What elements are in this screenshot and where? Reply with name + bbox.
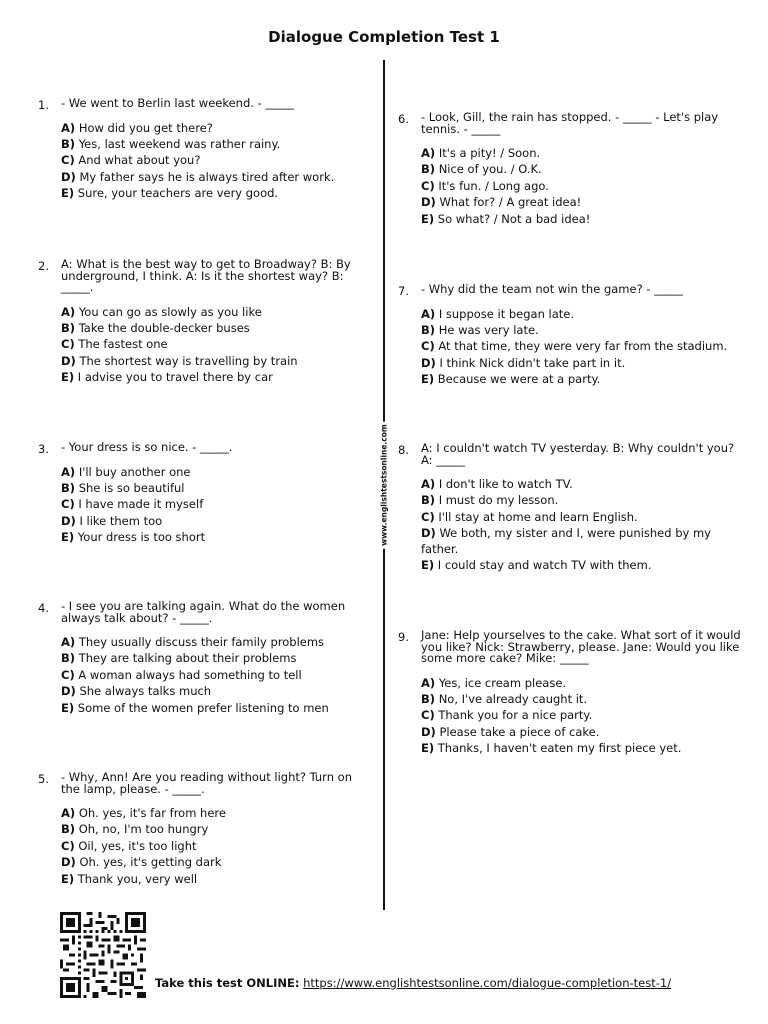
option-text: Oil, yes, it's too light	[78, 838, 197, 853]
option-text: I'll buy another one	[78, 464, 191, 479]
option-text: Take the double-decker buses	[78, 320, 250, 335]
question-3	[38, 440, 361, 545]
option-b[interactable]	[421, 322, 741, 338]
option-e[interactable]	[61, 369, 361, 385]
option-letter: D)	[421, 355, 436, 370]
option-text: The fastest one	[78, 337, 168, 352]
option-text: The shortest way is travelling by train	[79, 353, 298, 368]
question-text: - Look, Gill, the rain has stopped. - _____ - Let's play tennis. - _____	[421, 110, 719, 136]
option-text: Because we were at a party.	[437, 372, 601, 387]
option-e[interactable]	[421, 740, 741, 756]
option-letter: A)	[61, 120, 76, 135]
option-letter: D)	[61, 353, 76, 368]
option-b[interactable]	[61, 821, 361, 837]
option-e[interactable]	[421, 557, 741, 573]
question-8	[398, 441, 741, 574]
option-text: Some of the women prefer listening to men	[77, 700, 329, 715]
option-letter: A)	[421, 477, 436, 491]
option-text: Oh. yes, it's far from here	[78, 806, 226, 820]
option-text: At that time, they were very far from the stadium.	[438, 339, 728, 354]
option-d[interactable]	[421, 724, 741, 740]
options-list	[421, 145, 741, 227]
option-text: A woman always had something to tell	[78, 667, 302, 682]
option-b[interactable]	[421, 691, 741, 707]
option-d[interactable]	[61, 854, 361, 870]
question-text: - I see you are talking again. What do the women always talk about? - _____.	[61, 599, 346, 625]
option-e[interactable]	[421, 371, 741, 387]
option-letter: D)	[61, 684, 76, 699]
option-letter: D)	[421, 526, 436, 541]
options-list	[421, 476, 741, 574]
option-d[interactable]	[421, 355, 741, 371]
option-d[interactable]	[61, 353, 361, 369]
question-number: 1.	[38, 98, 49, 112]
option-text: And what about you?	[78, 153, 201, 168]
option-letter: B)	[61, 136, 76, 151]
option-letter: B)	[61, 822, 76, 837]
option-text: My father says he is always tired after work.	[79, 169, 335, 184]
option-c[interactable]	[61, 667, 361, 683]
question-number: 2.	[38, 259, 49, 273]
option-letter: C)	[61, 667, 75, 682]
footer	[58, 912, 748, 1002]
option-text: I don't like to watch TV.	[438, 477, 573, 491]
option-text: Thank you for a nice party.	[438, 708, 593, 723]
option-b[interactable]	[61, 320, 361, 336]
option-c[interactable]	[61, 152, 361, 168]
option-c[interactable]	[61, 838, 361, 854]
options-list	[61, 304, 361, 386]
option-letter: B)	[421, 691, 436, 706]
question-7	[398, 282, 741, 387]
option-text: Yes, ice cream please.	[438, 675, 567, 690]
option-letter: A)	[61, 635, 76, 649]
option-letter: E)	[61, 186, 75, 201]
question-text: - We went to Berlin last weekend. - _____	[61, 96, 295, 110]
option-letter: D)	[421, 724, 436, 739]
option-letter: A)	[61, 304, 76, 319]
option-letter: B)	[421, 322, 436, 337]
option-letter: D)	[61, 855, 76, 870]
option-text: How did you get there?	[78, 120, 213, 135]
question-text: A: I couldn't watch TV yesterday. B: Why couldn't you? A: _____	[421, 441, 735, 467]
question-number: 9.	[398, 630, 409, 644]
question-number: 4.	[38, 601, 49, 615]
option-text: No, I've already caught it.	[438, 691, 588, 706]
question-6	[398, 110, 741, 227]
option-text: Thank you, very well	[77, 871, 198, 886]
option-letter: C)	[421, 178, 435, 193]
option-text: She is so beautiful	[78, 480, 185, 495]
option-text: He was very late.	[438, 322, 539, 337]
option-e[interactable]	[61, 700, 361, 716]
option-d[interactable]	[61, 513, 361, 529]
option-letter: E)	[421, 558, 435, 573]
option-letter: B)	[61, 480, 76, 495]
option-d[interactable]	[421, 525, 741, 557]
question-text: - Your dress is so nice. - _____.	[61, 440, 233, 454]
option-text: Please take a piece of cake.	[439, 724, 600, 739]
option-letter: E)	[61, 700, 75, 715]
question-text: - Why, Ann! Are you reading without light? Turn on the lamp, please. - _____.	[61, 770, 352, 796]
question-text: - Why did the team not win the game? - _____	[421, 282, 683, 296]
option-d[interactable]	[61, 169, 361, 185]
option-text: It's a pity! / Soon.	[438, 146, 541, 160]
online-test-link[interactable]: https://www.englishtestsonline.com/dialogue-completion-test-1/	[303, 976, 672, 990]
question-5	[38, 770, 361, 887]
option-d[interactable]	[421, 194, 741, 210]
option-letter: C)	[61, 337, 75, 352]
option-letter: E)	[61, 871, 75, 886]
option-text: Oh. yes, it's getting dark	[79, 855, 222, 870]
option-a[interactable]	[421, 306, 741, 322]
option-a[interactable]	[421, 675, 741, 691]
option-letter: A)	[421, 146, 436, 160]
option-letter: E)	[61, 370, 75, 385]
option-text: You can go as slowly as you like	[78, 304, 262, 319]
option-letter: D)	[61, 513, 76, 528]
option-b[interactable]	[421, 492, 741, 508]
option-text: I could stay and watch TV with them.	[437, 558, 652, 573]
option-text: Your dress is too short	[77, 530, 206, 545]
question-text: A: What is the best way to get to Broadway? B: By underground, I think. A: Is it the shortest way? B: _____.	[61, 257, 351, 294]
option-a[interactable]	[61, 805, 361, 821]
option-e[interactable]	[61, 529, 361, 545]
option-b[interactable]	[61, 136, 361, 152]
option-c[interactable]	[61, 496, 361, 512]
option-letter: C)	[421, 509, 435, 524]
option-letter: B)	[61, 320, 76, 335]
option-text: We both, my sister and I, were punished by my father.	[421, 526, 711, 557]
option-letter: E)	[421, 372, 435, 387]
option-text: Thanks, I haven't eaten my first piece yet.	[437, 741, 682, 756]
option-letter: C)	[61, 497, 75, 512]
option-letter: A)	[61, 464, 76, 479]
option-c[interactable]	[421, 338, 741, 354]
option-letter: E)	[421, 741, 435, 756]
option-letter: B)	[421, 493, 436, 508]
option-c[interactable]	[61, 336, 361, 352]
option-a[interactable]	[61, 304, 361, 320]
option-text: They usually discuss their family problems	[78, 635, 325, 649]
option-text: I advise you to travel there by car	[77, 370, 273, 385]
qr-code-icon[interactable]	[58, 912, 148, 998]
question-number: 5.	[38, 772, 49, 786]
option-a[interactable]	[61, 464, 361, 480]
option-letter: A)	[421, 675, 436, 690]
option-b[interactable]	[61, 650, 361, 666]
option-text: They are talking about their problems	[78, 651, 297, 666]
option-letter: A)	[61, 806, 76, 820]
option-b[interactable]	[421, 161, 741, 177]
page-title: Dialogue Completion Test 1	[268, 28, 500, 46]
question-2	[38, 257, 361, 385]
option-e[interactable]	[421, 211, 741, 227]
option-a[interactable]	[61, 634, 361, 650]
option-letter: B)	[421, 162, 436, 177]
question-9	[398, 628, 741, 756]
option-letter: C)	[61, 838, 75, 853]
option-letter: A)	[421, 306, 436, 321]
site-watermark: www.englishtestsonline.com	[380, 421, 389, 548]
options-list	[61, 634, 361, 716]
option-text: So what? / Not a bad idea!	[437, 211, 591, 226]
options-list	[421, 675, 741, 757]
option-b[interactable]	[61, 480, 361, 496]
question-text: Jane: Help yourselves to the cake. What sort of it would you like? Nick: Strawberry, please. Jane: Would you like some more cake? Mike: _____	[421, 628, 741, 665]
option-a[interactable]	[61, 120, 361, 136]
option-letter: B)	[61, 651, 76, 666]
option-text: Oh, no, I'm too hungry	[78, 822, 209, 837]
option-text: Yes, last weekend was rather rainy.	[78, 136, 281, 151]
option-text: Nice of you. / O.K.	[438, 162, 542, 177]
option-letter: D)	[421, 195, 436, 210]
option-letter: E)	[421, 211, 435, 226]
option-text: I must do my lesson.	[438, 493, 559, 508]
options-list	[61, 805, 361, 887]
option-c[interactable]	[421, 707, 741, 723]
option-text: I think Nick didn't take part in it.	[439, 355, 626, 370]
option-text: I like them too	[79, 513, 163, 528]
option-text: I'll stay at home and learn English.	[438, 509, 638, 524]
option-text: She always talks much	[79, 684, 212, 699]
question-1	[38, 96, 361, 201]
option-letter: C)	[421, 708, 435, 723]
option-e[interactable]	[61, 185, 361, 201]
question-4	[38, 599, 361, 716]
option-d[interactable]	[61, 683, 361, 699]
options-list	[61, 120, 361, 202]
options-list	[421, 306, 741, 388]
question-number: 3.	[38, 442, 49, 456]
online-test-line	[155, 976, 671, 990]
option-a[interactable]	[421, 476, 741, 492]
option-letter: C)	[421, 339, 435, 354]
option-text: I have made it myself	[78, 497, 204, 512]
option-text: What for? / A great idea!	[439, 195, 582, 210]
options-list	[61, 464, 361, 546]
option-text: Sure, your teachers are very good.	[77, 186, 279, 201]
option-c[interactable]	[421, 509, 741, 525]
question-number: 8.	[398, 443, 409, 457]
option-a[interactable]	[421, 145, 741, 161]
option-letter: E)	[61, 530, 75, 545]
option-letter: D)	[61, 169, 76, 184]
option-letter: C)	[61, 153, 75, 168]
question-number: 6.	[398, 112, 409, 126]
option-text: I suppose it began late.	[438, 306, 575, 321]
option-e[interactable]	[61, 871, 361, 887]
option-text: It's fun. / Long ago.	[438, 178, 549, 193]
online-label: Take this test ONLINE:	[155, 976, 300, 990]
option-c[interactable]	[421, 178, 741, 194]
question-number: 7.	[398, 284, 409, 298]
